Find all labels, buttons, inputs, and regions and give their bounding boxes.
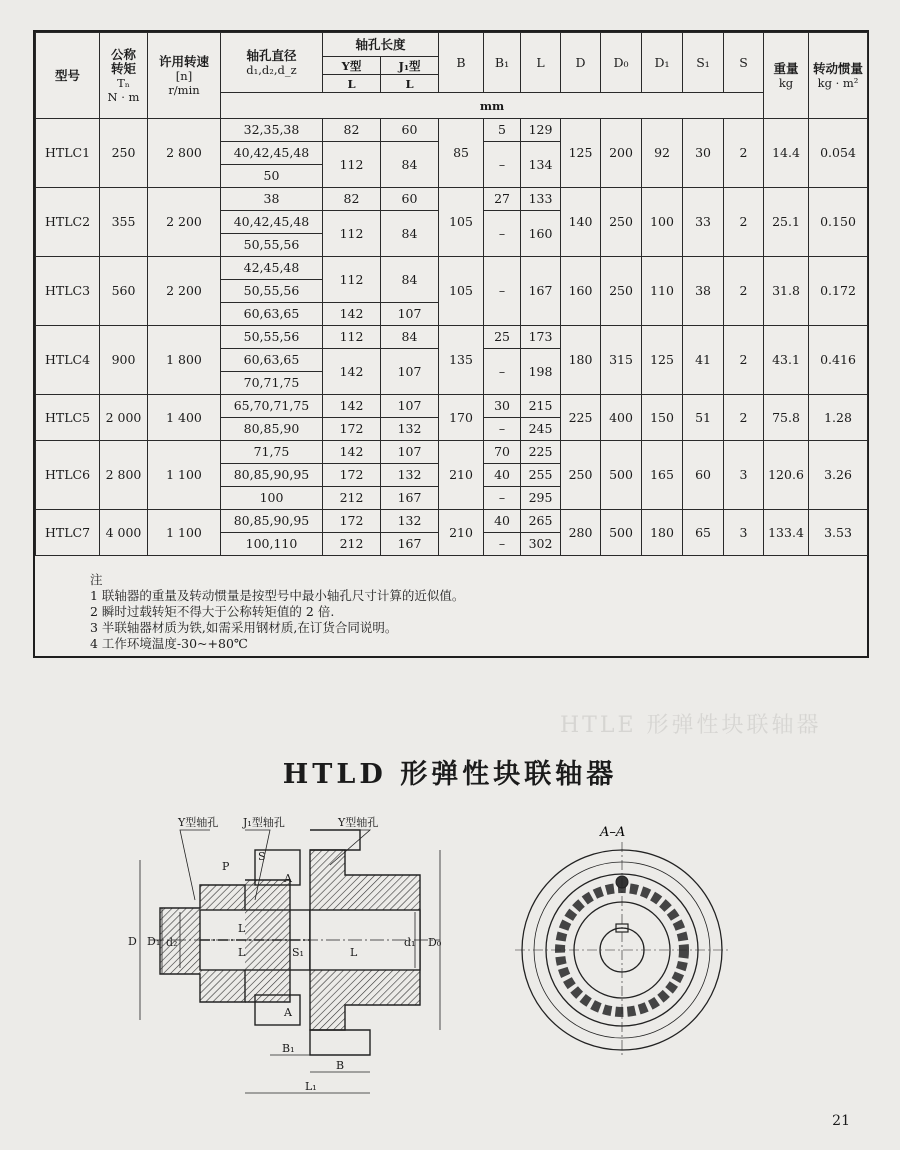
cell-bore-diameter: 80,85,90,95	[221, 510, 323, 533]
end-view-A-A	[515, 842, 730, 1058]
cell-B1: –	[484, 533, 521, 556]
cell-B1: –	[484, 418, 521, 441]
table-row	[36, 257, 868, 280]
cell-speed: 1 400	[148, 395, 221, 441]
cell-L: 173	[521, 326, 561, 349]
cell-D: 225	[561, 395, 601, 441]
dim-L-left-top: L	[238, 922, 246, 935]
cell-y-length: 142	[323, 395, 381, 418]
cell-y-length: 172	[323, 418, 381, 441]
cell-y-length: 82	[323, 188, 381, 211]
header-B: B	[439, 33, 484, 93]
dim-L1: L₁	[305, 1080, 317, 1093]
cell-bore-diameter: 80,85,90,95	[221, 464, 323, 487]
cell-torque: 900	[100, 326, 148, 395]
header-torque: 公称 转矩 Tₙ N · m	[100, 33, 148, 119]
cell-y-length: 142	[323, 303, 381, 326]
header-bore-diameter: 轴孔直径 d₁,d₂,d_z	[221, 33, 323, 93]
header-mm-unit: mm	[221, 93, 764, 119]
cell-S1: 33	[683, 188, 724, 257]
cell-D1: 150	[642, 395, 683, 441]
cell-inertia: 0.150	[809, 188, 868, 257]
cell-inertia: 0.054	[809, 119, 868, 188]
cell-weight: 75.8	[764, 395, 809, 441]
label-y-bore-right: Y型轴孔	[338, 816, 379, 829]
cell-model: HTLC5	[36, 395, 100, 441]
page-number: 21	[832, 1113, 850, 1129]
cell-y-length: 82	[323, 119, 381, 142]
dim-A-bottom: A	[284, 1006, 292, 1019]
section-title: HTLD 形弹性块联轴器	[282, 759, 618, 790]
cell-B1: 30	[484, 395, 521, 418]
cell-S: 2	[724, 326, 764, 395]
cell-bore-diameter: 70,71,75	[221, 372, 323, 395]
cell-inertia: 1.28	[809, 395, 868, 441]
header-D1: D₁	[642, 33, 683, 93]
spec-table	[35, 32, 868, 556]
dim-B1: B₁	[282, 1042, 295, 1055]
cell-D0: 250	[601, 188, 642, 257]
dim-S: S	[258, 850, 266, 863]
cell-model: HTLC1	[36, 119, 100, 188]
dim-d1: d₁	[404, 936, 416, 949]
cell-B1: 40	[484, 510, 521, 533]
cell-S1: 38	[683, 257, 724, 326]
cell-S1: 65	[683, 510, 724, 556]
cell-j1-length: 132	[381, 510, 439, 533]
cell-S: 2	[724, 119, 764, 188]
cell-bore-diameter: 65,70,71,75	[221, 395, 323, 418]
dim-D0: D₀	[428, 936, 442, 949]
cell-L: 265	[521, 510, 561, 533]
cell-bore-diameter: 50	[221, 165, 323, 188]
table-row	[36, 441, 868, 464]
cell-weight: 43.1	[764, 326, 809, 395]
cell-model: HTLC2	[36, 188, 100, 257]
cell-B: 210	[439, 441, 484, 510]
cell-L: 255	[521, 464, 561, 487]
cell-weight: 120.6	[764, 441, 809, 510]
cell-L: 302	[521, 533, 561, 556]
cell-S1: 51	[683, 395, 724, 441]
coupling-drawing	[0, 790, 900, 1130]
notes	[90, 572, 464, 652]
cell-L: 198	[521, 349, 561, 395]
cell-B1: 5	[484, 119, 521, 142]
cell-j1-length: 107	[381, 303, 439, 326]
table-row	[36, 326, 868, 349]
cell-B1: 27	[484, 188, 521, 211]
cell-j1-length: 107	[381, 441, 439, 464]
cell-D1: 100	[642, 188, 683, 257]
cell-bore-diameter: 80,85,90	[221, 418, 323, 441]
cell-y-length: 212	[323, 533, 381, 556]
notes-label: 注	[90, 572, 103, 587]
cell-y-length: 212	[323, 487, 381, 510]
note-item: 1 联轴器的重量及转动惯量是按型号中最小轴孔尺寸计算的近似值。	[90, 588, 465, 603]
header-L: L	[521, 33, 561, 93]
cell-j1-length: 84	[381, 142, 439, 188]
header-D0: D₀	[601, 33, 642, 93]
dim-A-top: A	[284, 872, 292, 885]
cell-D1: 125	[642, 326, 683, 395]
cell-y-length: 172	[323, 464, 381, 487]
cell-B: 210	[439, 510, 484, 556]
cell-torque: 355	[100, 188, 148, 257]
cell-y-length: 172	[323, 510, 381, 533]
cell-L: 167	[521, 257, 561, 326]
cell-j1-length: 167	[381, 487, 439, 510]
cell-B1: –	[484, 142, 521, 188]
table-row	[36, 395, 868, 418]
cell-B1: 25	[484, 326, 521, 349]
note-item: 4 工作环境温度-30~+80℃	[90, 636, 248, 651]
header-D: D	[561, 33, 601, 93]
cell-D: 160	[561, 257, 601, 326]
cell-j1-length: 60	[381, 188, 439, 211]
cell-bore-diameter: 38	[221, 188, 323, 211]
cell-S1: 60	[683, 441, 724, 510]
cell-torque: 2 800	[100, 441, 148, 510]
cell-L: 225	[521, 441, 561, 464]
header-weight: 重量 kg	[764, 33, 809, 119]
cell-speed: 1 100	[148, 441, 221, 510]
label-y-bore-left: Y型轴孔	[178, 816, 219, 829]
cell-B1: 40	[484, 464, 521, 487]
cell-B: 135	[439, 326, 484, 395]
label-j1-bore: J₁型轴孔	[243, 816, 285, 829]
cell-S: 3	[724, 441, 764, 510]
cell-D1: 180	[642, 510, 683, 556]
cell-B: 105	[439, 188, 484, 257]
cell-torque: 4 000	[100, 510, 148, 556]
cell-B1: –	[484, 211, 521, 257]
cell-y-length: 112	[323, 142, 381, 188]
cell-B: 105	[439, 257, 484, 326]
cell-S: 2	[724, 188, 764, 257]
cell-model: HTLC3	[36, 257, 100, 326]
header-j1-L: L	[381, 75, 439, 93]
table-row	[36, 188, 868, 211]
cell-inertia: 3.26	[809, 441, 868, 510]
cell-speed: 1 800	[148, 326, 221, 395]
cell-S1: 30	[683, 119, 724, 188]
cell-y-length: 142	[323, 441, 381, 464]
cell-D: 125	[561, 119, 601, 188]
cell-weight: 14.4	[764, 119, 809, 188]
cell-D1: 165	[642, 441, 683, 510]
cell-D: 250	[561, 441, 601, 510]
header-S1: S₁	[683, 33, 724, 93]
header-B1: B₁	[484, 33, 521, 93]
cell-speed: 2 200	[148, 257, 221, 326]
cell-j1-length: 132	[381, 464, 439, 487]
cell-j1-length: 132	[381, 418, 439, 441]
dim-S1: S₁	[292, 946, 304, 959]
cell-y-length: 142	[323, 349, 381, 395]
dim-L-left-bottom: L	[238, 946, 246, 959]
header-speed: 许用转速 [n] r/min	[148, 33, 221, 119]
cell-inertia: 0.416	[809, 326, 868, 395]
table-row	[36, 119, 868, 142]
cell-L: 133	[521, 188, 561, 211]
cell-bore-diameter: 50,55,56	[221, 326, 323, 349]
cell-D1: 110	[642, 257, 683, 326]
cell-torque: 250	[100, 119, 148, 188]
cell-B1: –	[484, 257, 521, 326]
cell-S: 3	[724, 510, 764, 556]
cell-torque: 2 000	[100, 395, 148, 441]
note-item: 3 半联轴器材质为铁,如需采用钢材质,在订货合同说明。	[90, 620, 398, 635]
cell-y-length: 112	[323, 326, 381, 349]
cell-j1-length: 84	[381, 326, 439, 349]
cell-model: HTLC7	[36, 510, 100, 556]
cell-bore-diameter: 100,110	[221, 533, 323, 556]
cell-S1: 41	[683, 326, 724, 395]
dim-D: D	[128, 935, 137, 948]
cell-inertia: 3.53	[809, 510, 868, 556]
cell-bore-diameter: 50,55,56	[221, 234, 323, 257]
cell-D0: 400	[601, 395, 642, 441]
cell-L: 134	[521, 142, 561, 188]
cell-bore-diameter: 32,35,38	[221, 119, 323, 142]
cell-bore-diameter: 42,45,48	[221, 257, 323, 280]
cell-y-length: 112	[323, 211, 381, 257]
cell-bore-diameter: 60,63,65	[221, 349, 323, 372]
cell-B1: –	[484, 349, 521, 395]
cell-S: 2	[724, 395, 764, 441]
header-j1-type: J₁型	[381, 57, 439, 75]
header-y-type: Y型	[323, 57, 381, 75]
cell-D0: 250	[601, 257, 642, 326]
cell-L: 129	[521, 119, 561, 142]
table-row	[36, 510, 868, 533]
cell-D: 140	[561, 188, 601, 257]
cell-B1: 70	[484, 441, 521, 464]
cell-bore-diameter: 71,75	[221, 441, 323, 464]
cell-D: 180	[561, 326, 601, 395]
cell-j1-length: 167	[381, 533, 439, 556]
cell-speed: 2 200	[148, 188, 221, 257]
cell-L: 245	[521, 418, 561, 441]
note-item: 2 瞬时过载转矩不得大于公称转矩值的 2 倍.	[90, 604, 335, 619]
cell-B: 170	[439, 395, 484, 441]
cell-bore-diameter: 100	[221, 487, 323, 510]
cell-L: 160	[521, 211, 561, 257]
header-y-L: L	[323, 75, 381, 93]
cell-bore-diameter: 50,55,56	[221, 280, 323, 303]
cell-weight: 133.4	[764, 510, 809, 556]
cell-D0: 315	[601, 326, 642, 395]
cell-B1: –	[484, 487, 521, 510]
cell-y-length: 112	[323, 257, 381, 303]
cell-j1-length: 107	[381, 349, 439, 395]
dim-d2: d₂	[166, 936, 178, 949]
bleed-through-title: HTLE 形弹性块联轴器	[560, 713, 822, 738]
cell-torque: 560	[100, 257, 148, 326]
cell-L: 215	[521, 395, 561, 418]
cell-D1: 92	[642, 119, 683, 188]
cell-weight: 25.1	[764, 188, 809, 257]
cell-bore-diameter: 60,63,65	[221, 303, 323, 326]
section-label: A–A	[600, 825, 626, 840]
cell-L: 295	[521, 487, 561, 510]
header-S: S	[724, 33, 764, 93]
spec-table-frame	[33, 30, 869, 658]
cell-D0: 500	[601, 510, 642, 556]
header-inertia: 转动惯量 kg · m²	[809, 33, 868, 119]
dim-D1: D₁	[147, 935, 161, 948]
cell-weight: 31.8	[764, 257, 809, 326]
cell-B: 85	[439, 119, 484, 188]
cell-S: 2	[724, 257, 764, 326]
dim-L-right: L	[350, 946, 358, 959]
cell-j1-length: 84	[381, 257, 439, 303]
spec-table-body	[36, 119, 868, 556]
header-model: 型号	[36, 33, 100, 119]
cell-inertia: 0.172	[809, 257, 868, 326]
cell-j1-length: 60	[381, 119, 439, 142]
cell-j1-length: 107	[381, 395, 439, 418]
cell-model: HTLC4	[36, 326, 100, 395]
dim-B: B	[336, 1059, 345, 1072]
dim-P: P	[222, 860, 230, 873]
cell-speed: 2 800	[148, 119, 221, 188]
cell-model: HTLC6	[36, 441, 100, 510]
cell-bore-diameter: 40,42,45,48	[221, 211, 323, 234]
cell-speed: 1 100	[148, 510, 221, 556]
header-bore-length: 轴孔长度	[323, 33, 439, 57]
cell-D0: 500	[601, 441, 642, 510]
cell-D: 280	[561, 510, 601, 556]
cell-j1-length: 84	[381, 211, 439, 257]
cell-bore-diameter: 40,42,45,48	[221, 142, 323, 165]
cell-D0: 200	[601, 119, 642, 188]
